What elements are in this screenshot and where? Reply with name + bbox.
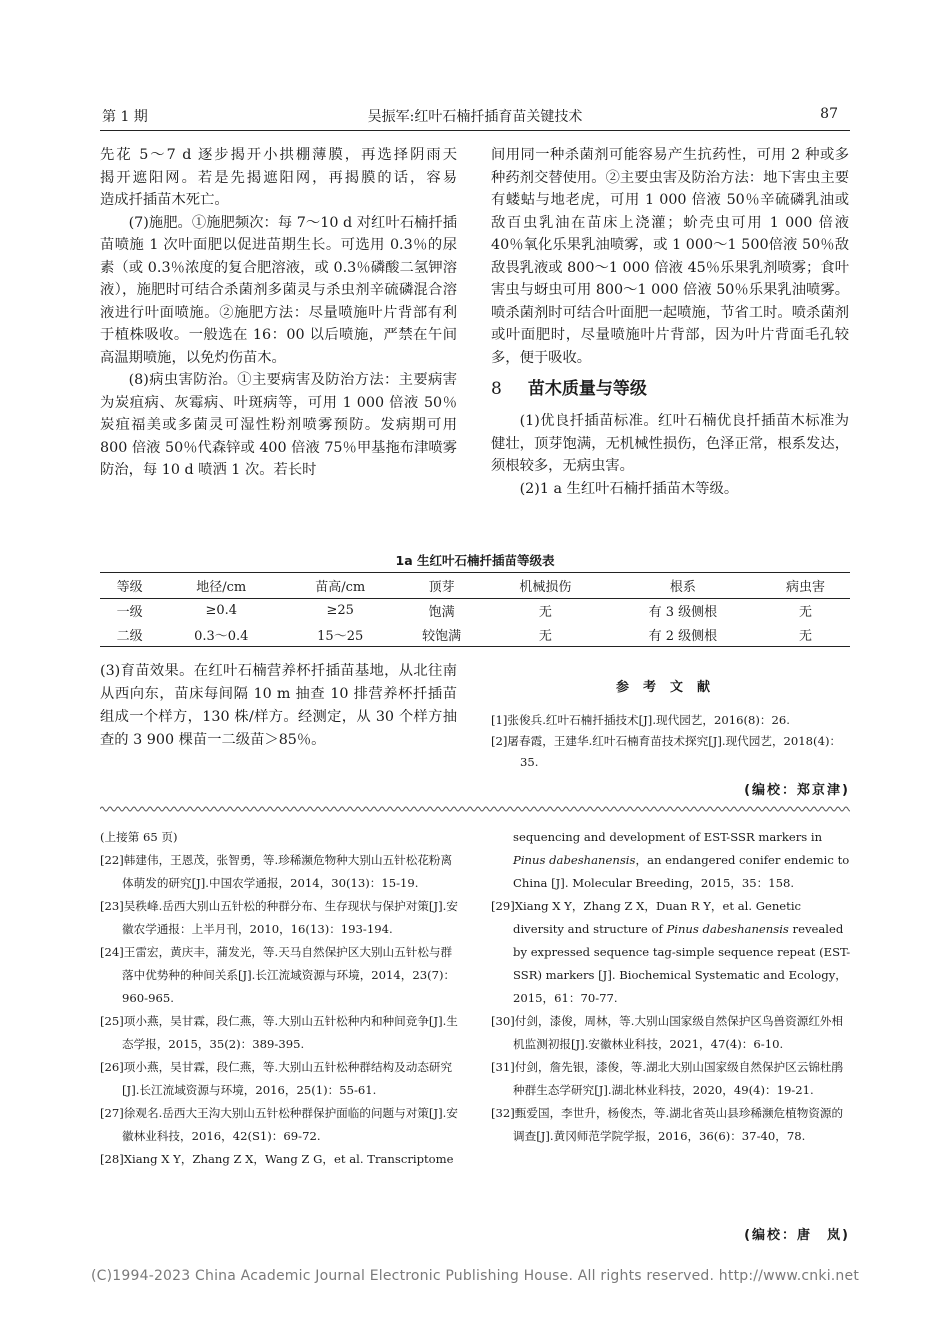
reference-item: [27]徐观名.岳西大王沟大别山五针松种群保护面临的问题与对策[J].安徽林业科技，2016，42(S1)：69-72. <box>100 1106 458 1143</box>
table-row <box>100 623 850 647</box>
reference-item: [23]吴秩峰.岳西大别山五针松的种群分布、生存现状与保护对策[J].安徽农学通报：上半月刊，2010，16(13)：193-194. <box>100 899 458 936</box>
cont-line-1: 先花 5～7 d 逐步揭开小拱棚薄膜，再选择阴雨天 <box>100 147 457 163</box>
cont-line-2: 揭开遮阳网。若是先揭遮阳网，再揭膜的话，容易 <box>100 169 457 186</box>
table-cell: 无 <box>538 605 552 621</box>
table-header-row <box>100 573 850 599</box>
section-number: 8 <box>491 379 502 399</box>
issue-number: 第 1 期 <box>102 109 148 125</box>
reference-item: [28]Xiang X Y，Zhang Z X，Wang Z G，et al. Transcriptome <box>100 1152 454 1166</box>
table-cell: ≥0.4 <box>205 603 238 619</box>
table-cell: 较饱满 <box>397 623 486 647</box>
paragraph-pest-continued: 间用同一种杀菌剂可能容易产生抗药性，可用 2 种或多种药剂交替使用。②主要虫害及防治方法：地下害虫主要有蝼蛄与地老虎，可用 1 000 倍液 50％辛硫磷乳油或敌百虫乳油在苗床上浇灌；蚧壳虫可用 1 000 倍液 40％氧化乐果乳油喷雾，或 1 000～1 500倍液 50％敌敌畏乳液或 800～1 000 倍液 45％乐果乳剂喷雾；食叶害虫与蚜虫可用 800～1 000 倍液 50％乐果乳油喷雾。喷杀菌剂时可结合叶面肥一起喷施，节省工时。喷杀菌剂或叶面肥时，尽量喷施叶片背部，因为叶片背面毛孔较多，便于吸收。 <box>491 147 849 366</box>
reference-item: [26]项小燕，吴甘霖，段仁燕，等.大别山五针松种群结构及动态研究[J].长江流域资源与环境，2016，25(1)：55-61. <box>100 1060 453 1097</box>
table-cell: 一级 <box>116 605 143 621</box>
table-cell: 15～25 <box>283 623 397 647</box>
table-cell: 有 3 级侧根 <box>648 605 718 621</box>
editor-credit: (编校：唐 岚) <box>744 1228 850 1243</box>
table-cell: ≥25 <box>326 603 354 619</box>
page-number: 87 <box>820 106 838 122</box>
section-title: 苗木质量与等级 <box>527 379 647 399</box>
effect-block <box>100 660 457 752</box>
ref28-line3: China [J]. Molecular Breeding，2015，35：158. <box>513 876 795 890</box>
continued-note: (上接第 65 页) <box>100 830 178 844</box>
cont-line-3: 造成扦插苗木死亡。 <box>100 192 229 208</box>
table-header-cell: 根系 <box>605 573 761 599</box>
reference-item: [1]张俊兵.红叶石楠扦插技术[J].现代园艺，2016(8)：26. <box>491 713 790 727</box>
species-name: Pinus dabeshanensis <box>513 853 636 867</box>
reference-29 <box>491 895 851 1010</box>
table-header-cell: 病虫害 <box>761 573 850 599</box>
table-cell: 饱满 <box>428 605 455 621</box>
reference-item: [30]付剑，漆俊，周林，等.大别山国家级自然保护区鸟兽资源红外相机监测初报[J].安徽林业科技，2021，47(4)：6-10. <box>491 1014 844 1051</box>
reference-28-continued <box>491 826 851 895</box>
table-cell: 0.3～0.4 <box>159 623 283 647</box>
reference-item: [25]项小燕，吴甘霖，段仁燕，等.大别山五针松种内和种间竞争[J].生态学报，2015，35(2)：389-395. <box>100 1014 458 1051</box>
paragraph-effect: (3)育苗效果。在红叶石楠营养杯扦插苗基地，从北往南从西向东，苗床每间隔 10 m 抽查 10 排营养杯扦插苗组成一个样方，130 株/样方。经测定，从 30 个样方抽查的 3 900 棵苗一二级苗＞85％。 <box>100 663 457 748</box>
left-column <box>100 144 457 482</box>
table-cell: 无 <box>798 605 812 621</box>
species-name: Pinus dabeshanensis <box>666 922 789 936</box>
table-header-cell: 苗高/cm <box>283 573 397 599</box>
paragraph-fertilize: (7)施肥。①施肥频次：每 7～10 d 对红叶石楠扦插苗喷施 1 次叶面肥以促进苗期生长。可选用 0.3％的尿素（或 0.3％浓度的复合肥溶液，或 0.3％磷酸二氢钾溶液），施肥时可结合杀菌剂多菌灵与杀虫剂辛硫磷混合溶液进行叶面喷施。②施肥方法：尽量喷施叶片背部有利于植株吸收。一般选在 16：00 以后喷施，严禁在午间高温期喷施，以免灼伤苗木。 <box>100 214 457 366</box>
ref28-line2: ，an endangered conifer endemic to <box>635 853 850 867</box>
editor-credit: (编校：郑京津) <box>744 783 850 798</box>
reference-item: [24]王雷宏，黄庆丰，蒲发光，等.天马自然保护区大别山五针松与群落中优势种的种间关系[J].长江流域资源与环境，2014，23(7)：960-965. <box>100 945 456 1005</box>
ref29-text-a: [29]Xiang X Y，Zhang Z X，Duan R Y，et al. Genetic diversity and structure of <box>491 899 802 936</box>
references-list <box>491 710 849 773</box>
table-header-cell: 顶芽 <box>397 573 486 599</box>
reference-item: [31]付剑，詹先银，漆俊，等.湖北大别山国家级自然保护区云锦杜鹃种群生态学研究[J].湖北林业科技，2020，49(4)：19-21. <box>491 1060 844 1097</box>
paragraph-grade: (2)1 a 生红叶石楠扦插苗木等级。 <box>519 480 739 497</box>
table-header-cell: 机械损伤 <box>486 573 605 599</box>
paragraph-pest-control: (8)病虫害防治。①主要病害及防治方法：主要病害为炭疽病、灰霉病、叶斑病等，可用 1 000 倍液 50％炭疽福美或多菌灵可湿性粉剂喷雾预防。发病期可用 800 倍液 50％代森锌或 400 倍液 75％甲基拖布津喷雾防治，每 10 d 喷洒 1 次。若长时 <box>100 372 457 478</box>
paragraph-standard: (1)优良扦插苗标准。红叶石楠优良扦插苗木标准为健壮，顶芽饱满，无机械性损伤，色泽正常，根系发达，须根较多，无病虫害。 <box>491 413 849 474</box>
continued-refs-left <box>100 826 460 1171</box>
reference-item: [22]韩建伟，王恩茂，张智勇，等.珍稀濒危物种大别山五针松花粉离体萌发的研究[J].中国农学通报，2014，30(13)：15-19. <box>100 853 453 890</box>
table-cell: 无 <box>761 623 850 647</box>
continued-refs-right <box>491 826 851 1148</box>
table-caption: 1a 生红叶石楠扦插苗等级表 <box>395 553 555 568</box>
ref28-line1: sequencing and development of EST-SSR markers in <box>513 830 823 844</box>
wavy-divider <box>100 805 850 813</box>
section-heading <box>491 374 849 404</box>
references-title: 参考文献 <box>615 680 724 695</box>
copyright-footer: (C)1994-2023 China Academic Journal Electronic Publishing House. All rights reserved. http://www.cnki.net <box>90 1268 860 1284</box>
running-title: 吴振军:红叶石楠扦插育苗关键技术 <box>367 109 583 125</box>
table-cell: 无 <box>486 623 605 647</box>
table-cell: 有 2 级侧根 <box>605 623 761 647</box>
table-header-cell: 地径/cm <box>159 573 283 599</box>
table-cell: 二级 <box>100 623 159 647</box>
header-rule <box>100 130 850 131</box>
right-column <box>491 144 849 500</box>
table-row <box>100 599 850 623</box>
grade-table <box>100 572 850 647</box>
reference-item: [32]甄爱国，李世升，杨俊杰，等.湖北省英山县珍稀濒危植物资源的调查[J].黄冈师范学院学报，2016，36(6)：37-40，78. <box>491 1106 844 1143</box>
reference-item: [2]屠春霞，王建华.红叶石楠育苗技术探究[J].现代园艺，2018(4)：35. <box>491 734 842 769</box>
table-header-cell: 等级 <box>100 573 159 599</box>
ref29-text-b: revealed by expressed sequence tag-simple sequence repeat (EST-SSR) markers [J]. Biochemical Systematic and Ecology，2015，61：70-77. <box>513 922 851 1005</box>
